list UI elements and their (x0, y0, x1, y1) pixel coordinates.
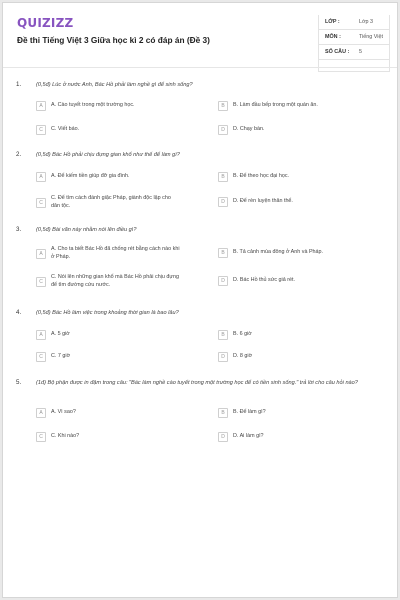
option-letter-box: D (218, 352, 228, 362)
option-c[interactable] (36, 125, 181, 135)
option-text: D. Chạy bàn. (233, 126, 265, 133)
meta-value: Lớp 3 (359, 19, 374, 25)
question-text: (0,5đ) Lúc ở nước Anh, Bác Hồ phải làm nghề gì để sinh sống? (36, 82, 193, 88)
question-number: 5. (16, 379, 22, 386)
worksheet-title: Đề thi Tiếng Việt 3 Giữa học kì 2 có đáp án (Đề 3) (17, 35, 210, 45)
option-b[interactable] (218, 101, 363, 111)
option-text: C. Để tìm cách đánh giặc Pháp, giành độc lập cho dân tộc. (51, 195, 171, 209)
option-d[interactable] (218, 352, 363, 362)
question-text: (0,5đ) Bài văn này nhằm nói lên điều gì? (36, 227, 137, 233)
meta-value: Tiếng Việt (359, 34, 383, 40)
option-text: D. 8 giờ (233, 353, 253, 360)
option-letter-box: B (218, 248, 228, 258)
option-text: A. Để kiếm tiền giúp đỡ gia đình. (51, 173, 130, 180)
option-d[interactable] (218, 432, 363, 442)
option-letter-box: C (36, 432, 46, 442)
option-text: C. Khi nào? (51, 433, 80, 440)
option-letter-box: D (218, 197, 228, 207)
option-letter-box: D (218, 125, 228, 135)
meta-row-subject (319, 30, 389, 45)
option-text: C. 7 giờ (51, 353, 71, 360)
option-a[interactable] (36, 172, 181, 182)
option-c[interactable] (36, 195, 181, 210)
meta-row-count (319, 45, 389, 60)
option-letter-box: B (218, 408, 228, 418)
option-a[interactable] (36, 330, 181, 340)
worksheet-page (2, 2, 398, 598)
question-text: (1đ) Bộ phận được in đậm trong câu: "Bác làm nghề cào tuyết trong một trường học để có tiền sinh sống." trả lời cho câu hỏi nào? (36, 380, 358, 386)
option-text: B. Tả cảnh mùa đông ở Anh và Pháp. (233, 249, 324, 256)
option-text: B. 6 giờ (233, 331, 252, 338)
option-a[interactable] (36, 101, 181, 111)
question-text: (0,5đ) Bác Hồ làm việc trong khoảng thời gian là bao lâu? (36, 310, 179, 316)
option-letter-box: C (36, 277, 46, 287)
meta-row-class (319, 15, 389, 30)
question-number: 3. (16, 226, 22, 233)
option-a[interactable] (36, 408, 181, 418)
option-text: B. Để làm gì? (233, 409, 266, 416)
option-letter-box: A (36, 249, 46, 259)
option-letter-box: B (218, 101, 228, 111)
option-letter-box: A (36, 172, 46, 182)
meta-spacer (319, 60, 389, 72)
option-text: A. 5 giờ (51, 331, 70, 338)
option-letter-box: C (36, 352, 46, 362)
option-b[interactable] (218, 248, 363, 258)
option-letter-box: D (218, 276, 228, 286)
question-number: 1. (16, 81, 22, 88)
option-c[interactable] (36, 274, 181, 289)
option-text: B. Làm đầu bếp trong một quán ăn. (233, 102, 318, 109)
question-text: (0,5đ) Bác Hồ phải chịu đựng gian khổ như thế để làm gì? (36, 152, 180, 158)
question-number: 2. (16, 151, 22, 158)
option-letter-box: B (218, 172, 228, 182)
meta-label: MÔN : (325, 34, 341, 40)
meta-value: 5 (359, 49, 362, 55)
option-text: D. Để rèn luyện thân thể. (233, 198, 293, 205)
option-letter-box: C (36, 198, 46, 208)
option-text: A. Vì sao? (51, 409, 76, 416)
option-letter-box: A (36, 408, 46, 418)
header-divider (3, 67, 397, 68)
meta-label: LỚP : (325, 19, 340, 25)
meta-table (318, 15, 390, 72)
option-letter-box: C (36, 125, 46, 135)
question-number: 4. (16, 309, 22, 316)
option-text: B. Để theo học đại học. (233, 173, 290, 180)
option-text: A. Cào tuyết trong một trường học. (51, 102, 135, 109)
option-b[interactable] (218, 408, 363, 418)
option-d[interactable] (218, 125, 363, 135)
option-b[interactable] (218, 330, 363, 340)
option-d[interactable] (218, 197, 363, 207)
option-text: A. Cho ta biết Bác Hồ đã chống rét bằng cách nào khi ở Pháp. (51, 246, 180, 260)
option-c[interactable] (36, 352, 181, 362)
option-a[interactable] (36, 246, 181, 261)
meta-label: SỐ CÂU : (325, 49, 350, 55)
option-letter-box: B (218, 330, 228, 340)
option-text: D. Bác Hồ thủ sức giả rét. (233, 277, 296, 284)
option-text: D. Ai làm gì? (233, 433, 264, 440)
option-text: C. Viết báo. (51, 126, 80, 133)
option-text: C. Nói lên những gian khổ mà Bác Hồ phải chịu đựng để tìm đường cứu nước. (51, 274, 179, 288)
option-letter-box: A (36, 101, 46, 111)
option-letter-box: A (36, 330, 46, 340)
quizizz-logo: QUIZIZZ (17, 16, 74, 30)
option-letter-box: D (218, 432, 228, 442)
option-b[interactable] (218, 172, 363, 182)
option-c[interactable] (36, 432, 181, 442)
option-d[interactable] (218, 276, 363, 286)
